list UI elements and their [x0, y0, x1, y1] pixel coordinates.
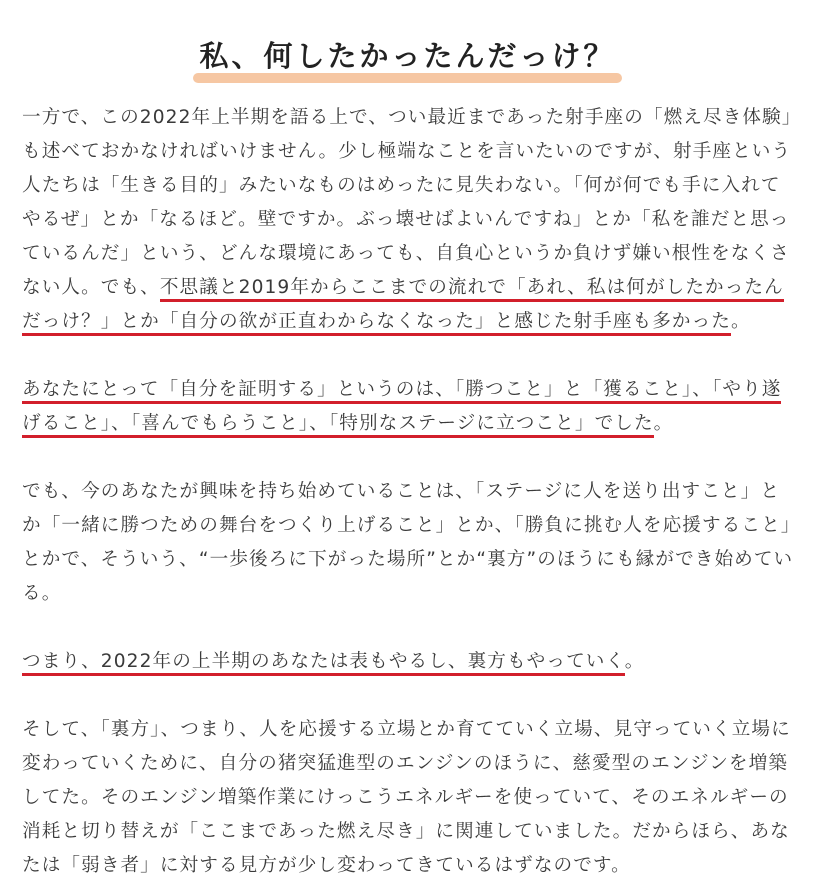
- paragraph-text: そして、「裏方」、つまり、人を応援する立場とか育てていく立場、見守っていく立場に変わっていくために、自分の猪突猛進型のエンジンのほうに、慈愛型のエンジンを増築してた。そのエンジン増築作業にけっこうエネルギーを使っていて、そのエネルギーの消耗と切り替えが「ここまであった燃え尽き」に関連していました。だからほら、あなたは「弱き者」に対する見方が少し変わってきているはずなのです。: [22, 719, 791, 876]
- paragraph-text: 。: [730, 311, 751, 332]
- article-body: [22, 101, 794, 883]
- highlighted-text: 不思議と2019年からここまでの流れで「あれ、私は何がしたかったんだっけ？」とか「自分の欲が正直わからなくなった」と感じた射手座も多かった: [22, 277, 784, 336]
- paragraph-engine: [22, 713, 794, 883]
- paragraph-text: 。: [653, 413, 674, 434]
- paragraph-proving-self: [22, 373, 794, 441]
- paragraph-summary: [22, 645, 794, 679]
- section-heading-wrap: [0, 10, 815, 105]
- highlighted-text: あなたにとって「自分を証明する」というのは、「勝つこと」と「獲ること」、「やり遂げること」、「喜んでもらうこと」、「特別なステージに立つこと」でした: [22, 379, 781, 438]
- paragraph-text: 。: [624, 651, 645, 672]
- paragraph-burnout: [22, 101, 794, 339]
- paragraph-new-interests: [22, 475, 794, 611]
- paragraph-text: 一方で、この2022年上半期を語る上で、つい最近まであった射手座の「燃え尽き体験」も述べておかなければいけません。少し極端なことを言いたいのですが、射手座という人たちは「生きる目的」みたいなものはめったに見失わない。「何が何でも手に入れてやるぜ」とか「なるほど。壁ですか。ぶっ壊せばよいんですね」とか「私を誰だと思っているんだ」という、どんな環境にあっても、自負心というか負けず嫌い根性をなくさない人。でも、: [22, 107, 793, 298]
- highlighted-text: つまり、2022年の上半期のあなたは表もやるし、裏方もやっていく: [22, 651, 625, 676]
- paragraph-text: でも、今のあなたが興味を持ち始めていることは、「ステージに人を送り出すこと」とか「一緒に勝つための舞台をつくり上げること」とか、「勝負に挑む人を応援すること」とかで、そういう、“一歩後ろに下がった場所”とか“裏方”のほうにも縁ができ始めている。: [22, 481, 794, 604]
- section-heading: 私、何したかったんだっけ？: [193, 34, 621, 81]
